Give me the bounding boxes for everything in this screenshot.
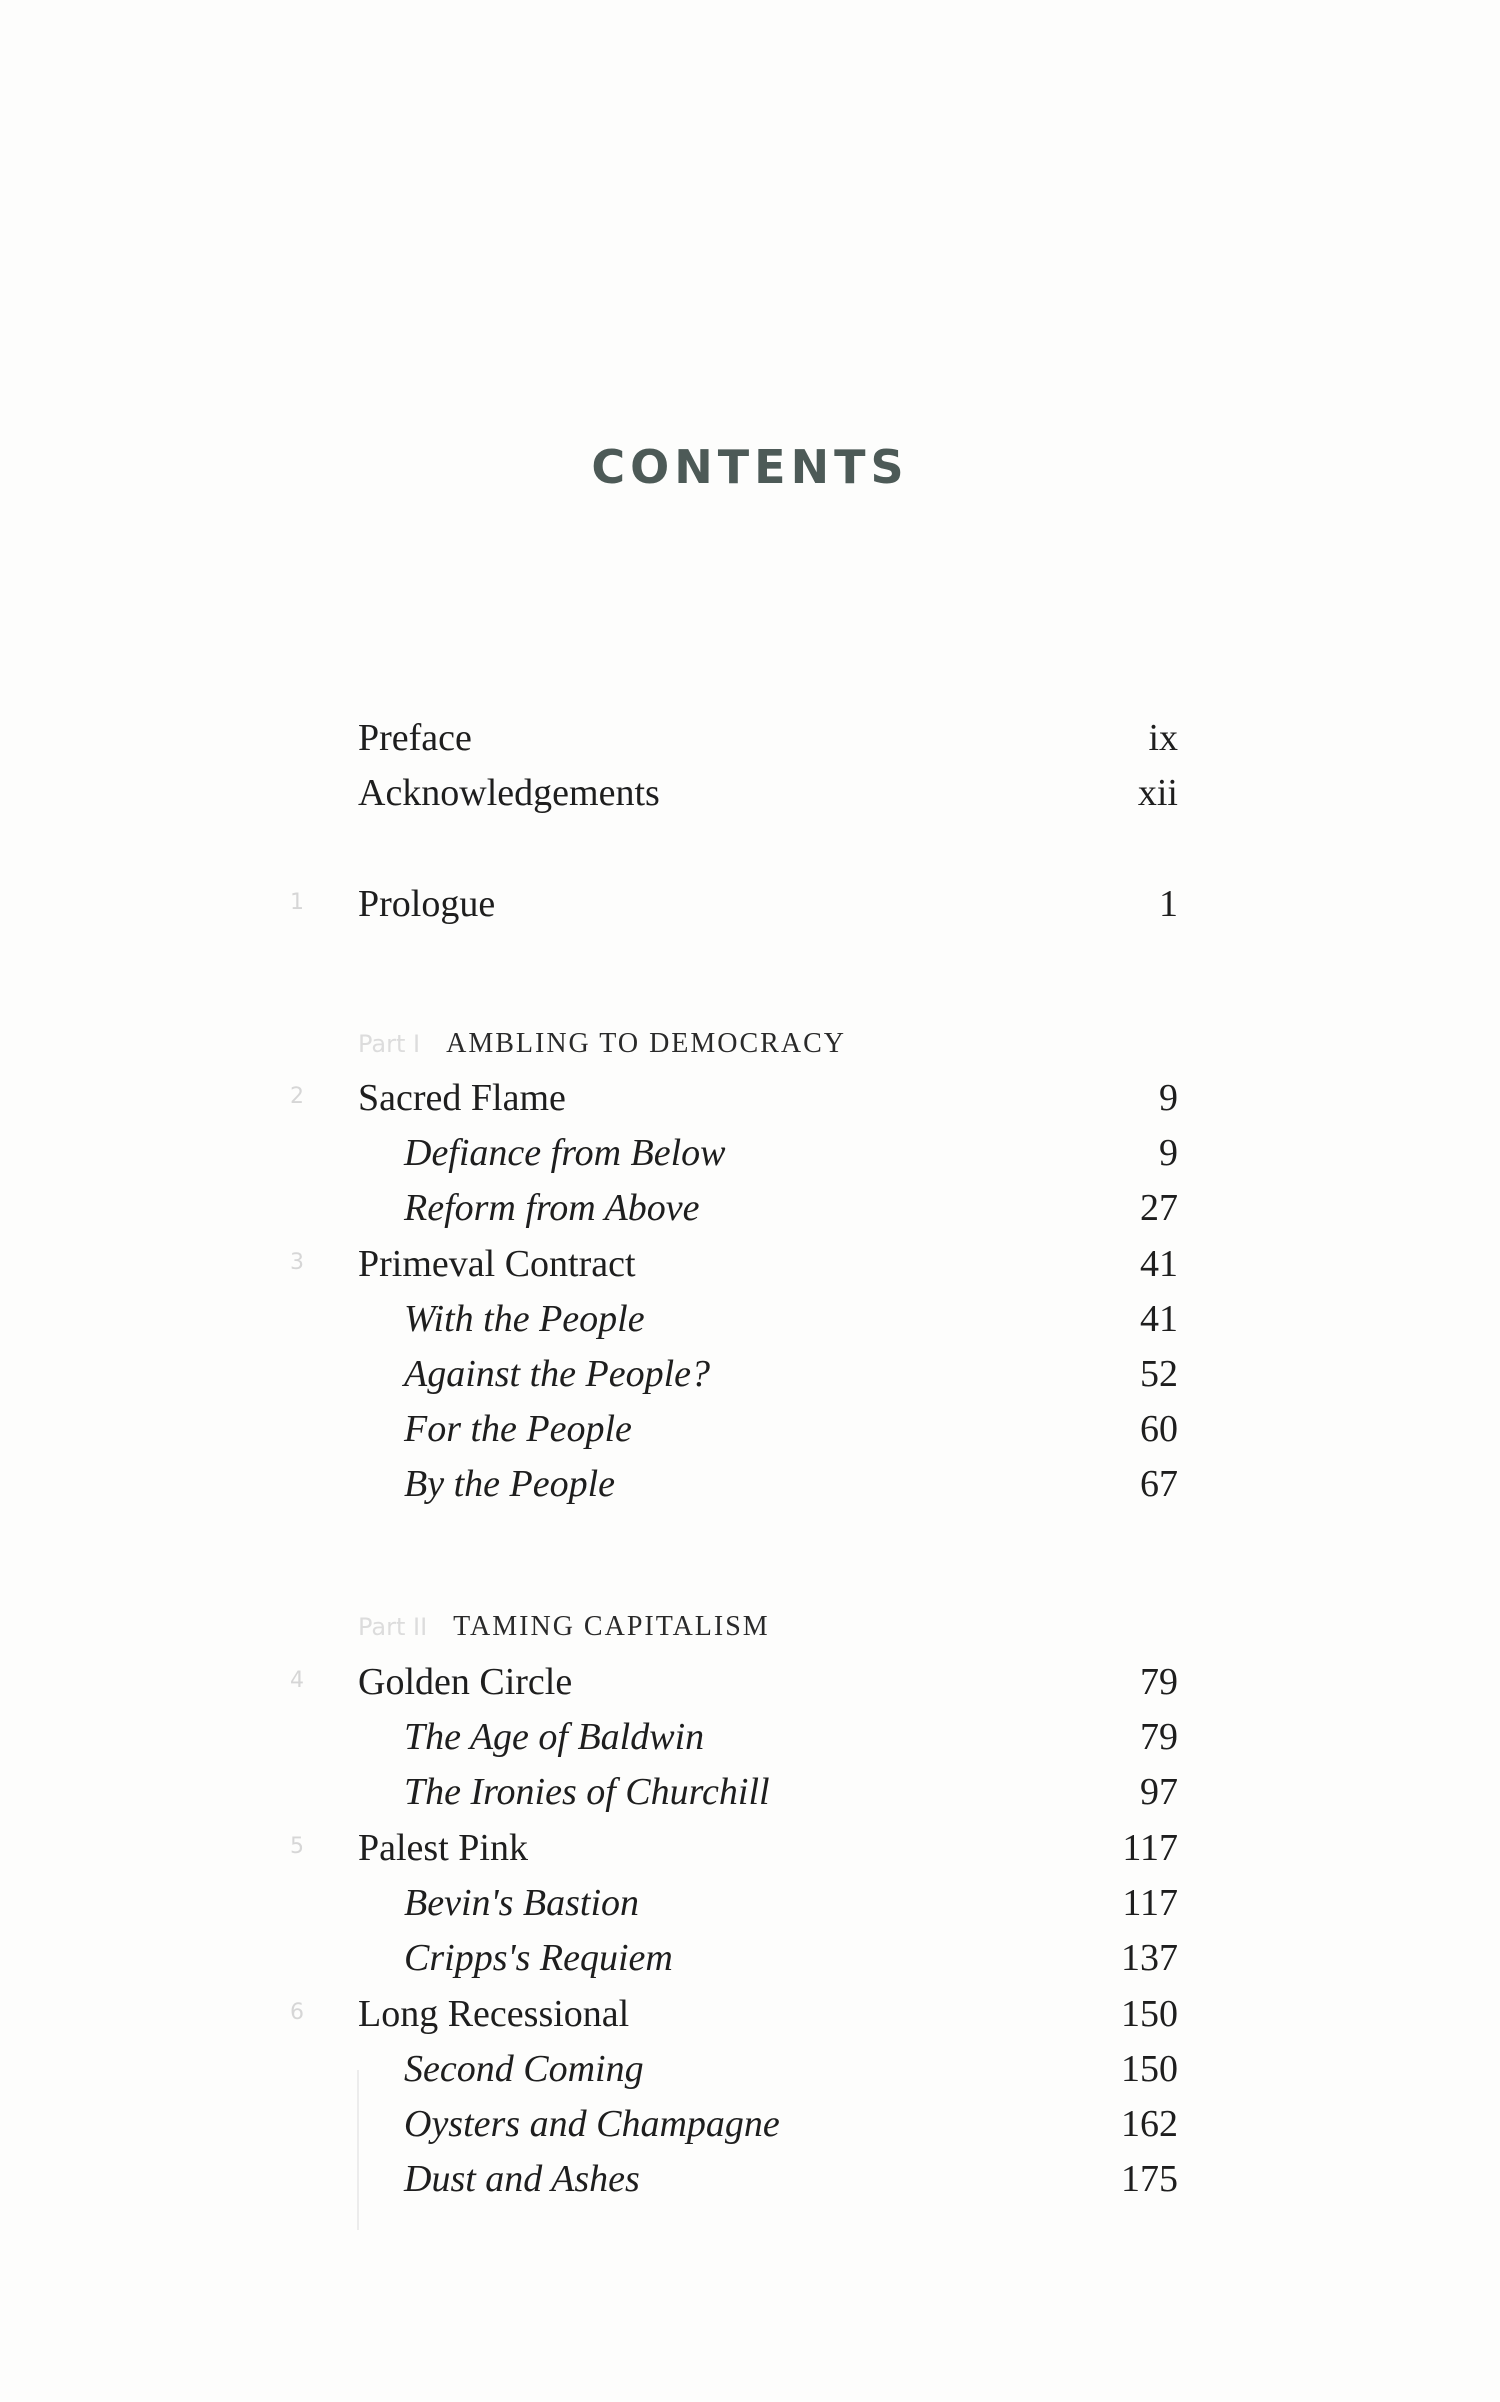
toc-entry-section[interactable] [404,1346,1178,1402]
entry-label: Palest Pink [358,1827,528,1869]
part-title: AMBLING TO DEMOCRACY [446,1028,846,1059]
toc-entry-section[interactable] [404,1125,1178,1181]
entry-page: 1 [1159,883,1178,925]
chapter-number: 2 [290,1084,304,1109]
entry-page: 60 [1140,1408,1178,1450]
entry-page: 52 [1140,1353,1178,1395]
entry-page: 117 [1122,1882,1178,1924]
entry-label: Dust and Ashes [404,2158,640,2200]
entry-label: Bevin's Bastion [404,1882,640,1924]
entry-page: 9 [1159,1132,1178,1174]
toc-entry-section[interactable] [404,1930,1178,1986]
toc-entry-section[interactable] [404,1291,1178,1347]
entry-page: 67 [1140,1463,1178,1505]
entry-page: 175 [1121,2158,1178,2200]
entry-page: 41 [1140,1298,1178,1340]
part-label: Part II [358,1613,428,1641]
entry-page: xii [1137,772,1178,814]
entry-label: The Age of Baldwin [404,1716,705,1758]
entry-label: The Ironies of Churchill [404,1771,770,1813]
entry-label: Reform from Above [404,1187,700,1229]
toc-entry-section[interactable] [404,1401,1178,1457]
chapter-number: 5 [290,1834,304,1859]
toc-entry-section[interactable] [404,2041,1178,2097]
entry-label: Cripps's Requiem [404,1937,673,1979]
toc-entry-chapter[interactable] [358,1236,1178,1292]
entry-label: Defiance from Below [404,1132,726,1174]
entry-page: 97 [1140,1771,1178,1813]
entry-page: ix [1148,717,1178,759]
margin-rule [357,2070,359,2230]
toc-entry-chapter[interactable] [358,1654,1178,1710]
entry-page: 150 [1121,1993,1178,2035]
chapter-number: 6 [290,2000,304,2025]
toc-entry-section[interactable] [404,1456,1178,1512]
toc-entry-chapter[interactable] [358,1070,1178,1126]
entry-page: 150 [1121,2048,1178,2090]
chapter-number: 3 [290,1250,304,1275]
entry-label: By the People [404,1463,616,1505]
toc-entry-prologue[interactable] [358,876,1178,932]
entry-page: 79 [1140,1661,1178,1703]
entry-label: For the People [404,1408,632,1450]
entry-page: 27 [1140,1187,1178,1229]
entry-label: Long Recessional [358,1993,630,2035]
entry-label: Sacred Flame [358,1077,566,1119]
entry-page: 117 [1122,1827,1178,1869]
entry-label: Against the People? [404,1353,711,1395]
entry-label: Golden Circle [358,1661,573,1703]
toc-entry-section[interactable] [404,1709,1178,1765]
entry-page: 137 [1121,1937,1178,1979]
chapter-number: 1 [290,890,304,915]
part-title: TAMING CAPITALISM [453,1611,770,1642]
entry-label: Oysters and Champagne [404,2103,780,2145]
entry-page: 41 [1140,1243,1178,1285]
toc-entry-section[interactable] [404,1180,1178,1236]
toc-entry-chapter[interactable] [358,1986,1178,2042]
toc-entry-section[interactable] [404,2096,1178,2152]
chapter-number: 4 [290,1668,304,1693]
entry-page: 162 [1121,2103,1178,2145]
toc-entry-chapter[interactable] [358,1820,1178,1876]
toc-entry-section[interactable] [404,1764,1178,1820]
entry-page: 79 [1140,1716,1178,1758]
part-heading [358,1607,770,1647]
toc-entry-section[interactable] [404,2151,1178,2207]
page-title: CONTENTS [591,440,909,494]
entry-page: 9 [1159,1077,1178,1119]
entry-label: Preface [358,717,472,759]
entry-label: Primeval Contract [358,1243,636,1285]
toc-entry-preface[interactable] [358,710,1178,766]
entry-label: Second Coming [404,2048,644,2090]
toc-entry-section[interactable] [404,1875,1178,1931]
entry-label: Acknowledgements [358,772,660,814]
entry-label: Prologue [358,883,496,925]
part-label: Part I [358,1030,421,1058]
part-heading [358,1024,846,1064]
toc-entry-acknowledgements[interactable] [358,765,1178,821]
entry-label: With the People [404,1298,645,1340]
